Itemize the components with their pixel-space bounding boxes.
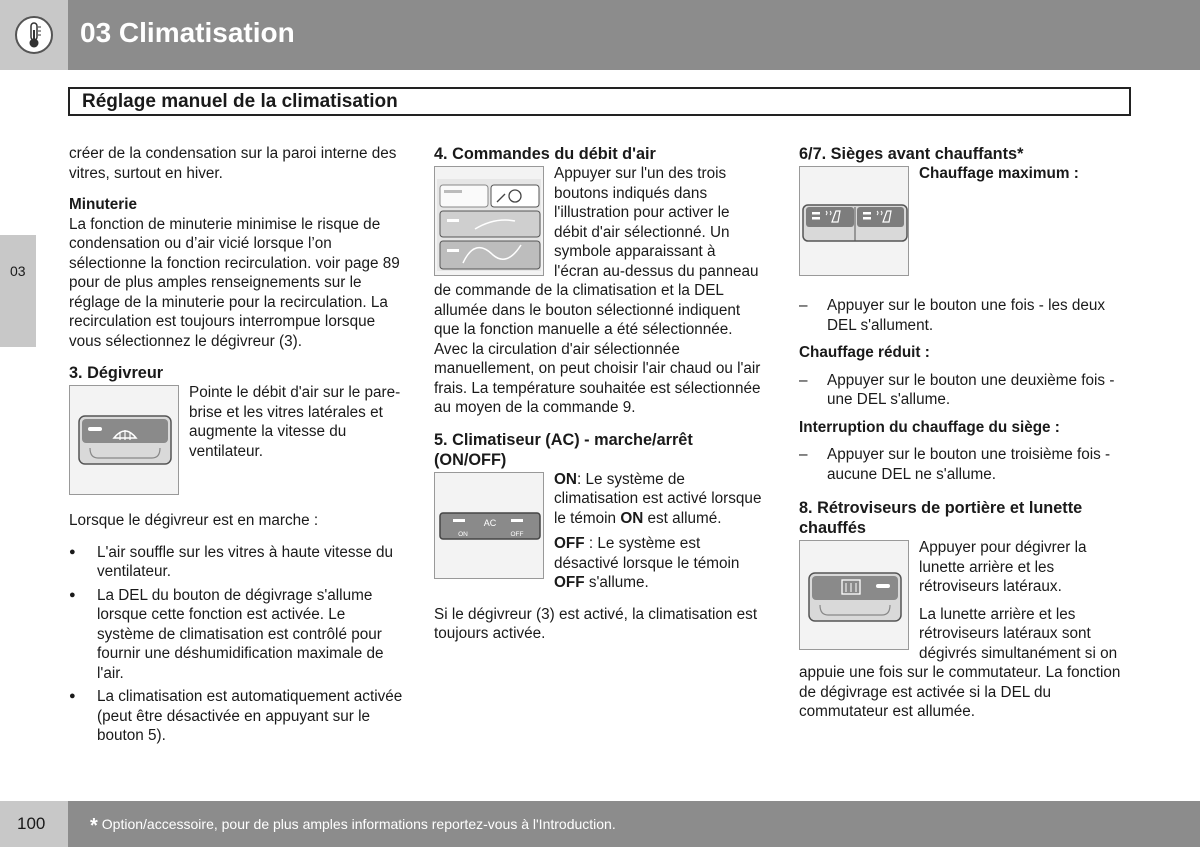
ac-on-word: ON xyxy=(620,509,644,527)
reduit-heading: Chauffage réduit : xyxy=(799,344,930,361)
dash-item: – Appuyer sur le bouton une deuxième fois - une DEL s'allume. xyxy=(799,371,1134,410)
degivreur-heading: 3. Dégivreur xyxy=(69,364,164,382)
page-number: 100 xyxy=(17,814,46,833)
ac-panel-ac-label: AC xyxy=(483,517,497,528)
column-2 xyxy=(434,144,764,656)
max-list xyxy=(799,296,1134,335)
sieges-heading: 6/7. Sièges avant chauffants* xyxy=(799,145,1024,163)
footer-page-box xyxy=(0,801,68,847)
minuterie-paragraph: La fonction de minuterie minimise le risque de condensation ou d’air vicié lorsque l’on sélectionne la fonction recirculation. voir page 89 pour de plus amples renseignements sur le réglage de la minuterie pour la recirculation. La recirculation est toujours interrompue lorsque vous sélectionnez le dégivreur (3). xyxy=(69,215,400,350)
degivreur-bullet-list xyxy=(69,543,404,746)
rear-defrost-button-illustration xyxy=(799,540,909,650)
header-icon-box xyxy=(0,0,68,70)
interruption-heading: Interruption du chauffage du siège : xyxy=(799,418,1060,436)
debit-paragraph: Appuyer sur l'un des trois boutons indiqués dans l'illustration pour activer le débit d'air sélectionné. Un symbole apparaissant à l'écran au-dessus du panneau de commande de la climatisation et la DEL allumée dans le bouton sélectionné indiquent que la fonction manuelle a été sélectionnée. Avec la circulation d'air sélectionnée manuellement, on peut choisir l'air chaud ou l'air frais. La température souhaitée est sélectionnée au moyen de la commande 9. xyxy=(434,165,761,416)
degivreur-paragraph: Pointe le débit d'air sur le pare-brise et les vitres latérales et augmente la vitesse du ventilateur. xyxy=(189,384,401,460)
reduit-list xyxy=(799,371,1134,410)
column-3 xyxy=(799,144,1134,734)
ac-on-end: est allumé. xyxy=(647,509,722,527)
retro-heading: 8. Rétroviseurs de portière et lunette chauffés xyxy=(799,499,1083,537)
column-1 xyxy=(69,144,404,750)
thermometer-icon xyxy=(15,16,53,54)
bullet-item: ● La climatisation est automatiquement activée (peut être désactivée en appuyant sur le bouton 5). xyxy=(69,687,404,746)
chapter-title: 03 Climatisation xyxy=(80,17,295,48)
footnote-text: Option/accessoire, pour de plus amples informations reportez-vous à l'Introduction. xyxy=(101,816,616,832)
footnote xyxy=(90,815,616,838)
ac-on-label: ON xyxy=(554,470,577,488)
ac-panel-off-label: OFF xyxy=(510,530,524,538)
bullet-item: ● L'air souffle sur les vitres à haute vitesse du ventilateur. xyxy=(69,543,404,582)
dash-item: – Appuyer sur le bouton une troisième fois - aucune DEL ne s'allume. xyxy=(799,445,1134,484)
chapter-side-tab xyxy=(0,235,36,347)
debit-heading: 4. Commandes du débit d'air xyxy=(434,145,656,163)
retro-paragraph-1: Appuyer pour dégivrer la lunette arrière et les rétroviseurs latéraux. xyxy=(919,539,1087,595)
interruption-list xyxy=(799,445,1134,484)
ac-panel-on-label: ON xyxy=(458,530,468,538)
footnote-star: * xyxy=(90,815,98,837)
ac-off-text: : Le système est désactivé lorsque le témoin xyxy=(554,535,740,572)
ac-off-end: s'allume. xyxy=(588,574,649,591)
section-title-box xyxy=(68,87,1131,116)
ac-note: Si le dégivreur (3) est activé, la climatisation est toujours activée. xyxy=(434,605,758,642)
degivreur-lead: Lorsque le dégivreur est en marche : xyxy=(69,512,319,529)
side-tab-label: 03 xyxy=(10,263,26,279)
ac-on-text: : Le système de climatisation est activé lorsque le témoin xyxy=(554,470,762,527)
retro-paragraph-2: La lunette arrière et les rétroviseurs latéraux sont dégivrés simultanément si on appuie une fois sur le commutateur. La fonction de dégivrage est activée si la DEL du commutateur est allumée. xyxy=(799,605,1121,720)
defroster-button-illustration xyxy=(69,385,179,495)
section-title: Réglage manuel de la climatisation xyxy=(82,91,398,112)
ac-off-word: OFF xyxy=(554,574,585,591)
ac-button-illustration xyxy=(434,472,544,579)
airflow-controls-illustration xyxy=(434,166,544,276)
minuterie-heading: Minuterie xyxy=(69,196,137,213)
dash-item: – Appuyer sur le bouton une fois - les deux DEL s'allument. xyxy=(799,296,1134,335)
heated-seats-buttons-illustration xyxy=(799,166,909,276)
degivreur-block xyxy=(69,383,404,495)
footer-band xyxy=(68,801,1200,847)
max-heading: Chauffage maximum : xyxy=(919,165,1079,182)
ac-heading: 5. Climatiseur (AC) - marche/arrêt (ON/OFF) xyxy=(434,430,693,469)
bullet-item: ● La DEL du bouton de dégivrage s'allume lorsque cette fonction est activée. Le système de climatisation est contrôlé pour fournir une déshumidification maximale de l'air. xyxy=(69,586,404,684)
ac-off-label: OFF xyxy=(554,535,585,552)
intro-paragraph: créer de la condensation sur la paroi interne des vitres, surtout en hiver. xyxy=(69,145,397,182)
